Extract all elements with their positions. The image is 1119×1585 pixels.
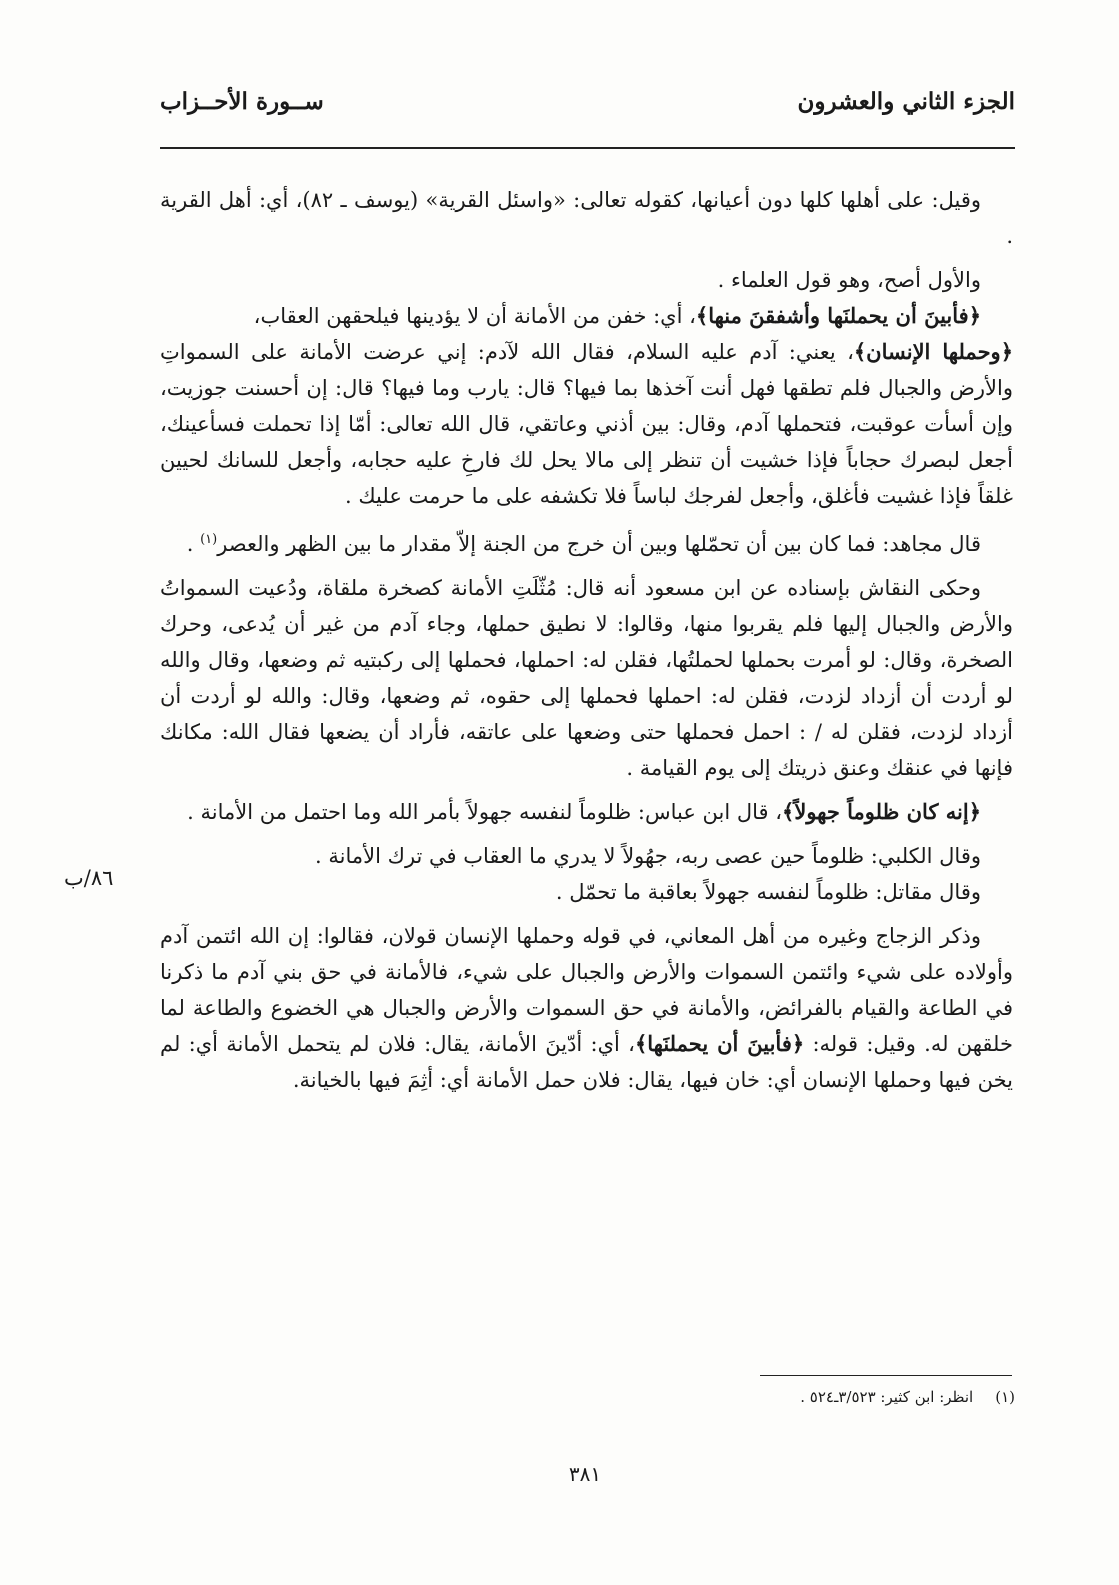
paragraph-text: ، أي: أدّينَ الأمانة، يقال: فلان لم يتحمل الأمانة أي: لم يخن فيها وحملها الإنسان أي: خان فيها، يقال: فلان حمل الأمانة أي: أثِمَ فيها بالخيانة.	[160, 1032, 1013, 1092]
running-head	[160, 88, 1015, 128]
quran-quote: ﴿إنه كان ظلوماً جهولاً﴾	[782, 799, 981, 824]
paragraph-text: ، أي: خفن من الأمانة أن لا يؤدينها فيلحقهن العقاب،	[253, 304, 696, 328]
footnote-number: (١)	[995, 1388, 1015, 1406]
surah-title: ســورة الأحــزاب	[160, 88, 324, 115]
page-number: ٣٨١	[568, 1462, 602, 1486]
paragraph-9: وقال مقاتل: ظلوماً لنفسه جهولاً بعاقبة ما تحمّل .	[555, 880, 981, 904]
paragraph-8: وقال الكلبي: ظلوماً حين عصى ربه، جهُولاً لا يدري ما العقاب في ترك الأمانة .	[315, 844, 981, 868]
paragraph-text: ، يعني: آدم عليه السلام، فقال الله لآدم: إني عرضت الأمانة على السمواتِ والأرض والجبال فلم تطقها فهل أنت آخذها بما فيها؟ قال: يارب وما فيها؟ قال: إن أحسنت جوزيت، وإن أسأت عوقبت، فتحملها آدم، وقال: بين أذني وعاتقي، قال الله تعالى: أمّا إذا تحملت فسأعينك، أجعل لبصرك حجاباً فإذا خشيت أن تنظر إلى مالا يحل لك فارخِ عليه حجابه، وأجعل للسانك لحيين غلقاً فإذا غشيت فأغلق، وأجعل لفرجك لباساً فلا تكشفه على ما حرمت عليك .	[160, 340, 1013, 508]
footnote-text: انظر: ابن كثير: ٣/٥٢٣ـ٥٢٤ .	[800, 1388, 974, 1406]
paragraph-end: .	[186, 532, 201, 556]
paragraph-5	[160, 522, 1013, 562]
header-divider	[160, 147, 1015, 149]
paragraph-3	[160, 298, 1013, 334]
paragraph-6: وحكى النقاش بإسناده عن ابن مسعود أنه قال: مُثّلَتِ الأمانة كصخرة ملقاة، ودُعيت السمواتُ والأرض والجبال إليها فلم يقربوا منها، وقالوا: لا نطيق حملها، وجاء آدم من غير أن يُدعى، وحرك الصخرة، وقال: لو أمرت بحملها لحملتُها، فقلن له: احملها، فحملها إلى ركبتيه ثم وضعها، وقال والله لو أردت أن أزداد لزدت، فقلن له: احملها فحملها إلى حقوه، ثم وضعها، وقال: والله لو أردت أن أزداد لزدت، فقلن له / : احمل فحملها حتى وضعها على عاتقه، فأراد أن يضعها فقال الله: مكانك فإنها في عنقك وعنق ذريتك إلى يوم القيامة .	[160, 576, 1013, 780]
part-title: الجزء الثاني والعشرون	[797, 88, 1015, 115]
paragraph-1: وقيل: على أهلها كلها دون أعيانها، كقوله تعالى: «واسئل القرية» (يوسف ـ ٨٢)، أي: أهل القرية .	[160, 188, 1013, 248]
paragraph-text: ، قال ابن عباس: ظلوماً لنفسه جهولاً بأمر الله وما احتمل من الأمانة .	[187, 800, 783, 824]
paragraph-10	[160, 918, 1013, 1098]
quran-quote: ﴿فأبينَ أن يحملنَها وأشفقنَ منها﴾	[695, 303, 981, 328]
footnote-reference: (١)	[200, 532, 218, 547]
footnote-divider	[760, 1375, 1012, 1376]
quran-quote: ﴿وحملها الإنسان﴾	[853, 339, 1013, 364]
manuscript-folio-note: ٨٦/ب	[64, 866, 114, 890]
quran-quote: ﴿فأبينَ أن يحملنَها﴾	[634, 1031, 805, 1056]
paragraph-2: والأول أصح، وهو قول العلماء .	[717, 268, 981, 292]
footnote	[800, 1388, 1015, 1406]
main-text	[160, 182, 1013, 1106]
paragraph-7	[160, 794, 1013, 830]
paragraph-text: قال مجاهد: فما كان بين أن تحمّلها وبين أن خرج من الجنة إلاّ مقدار ما بين الظهر والعصر	[217, 532, 981, 556]
paragraph-text: وذكر الزجاج وغيره من أهل المعاني، في قوله وحملها الإنسان قولان، فقالوا: إن الله ائتمن آدم وأولاده على شيء وائتمن السموات والأرض والجبال على شيء، فالأمانة في حق بني آدم ما ذكرنا في الطاعة والقيام بالفرائض، والأمانة في حق السموات والأرض والجبال هي الخضوع والطاعة لما خلقهن له. وقيل: قوله:	[160, 924, 1013, 1056]
paragraph-4	[160, 334, 1013, 514]
